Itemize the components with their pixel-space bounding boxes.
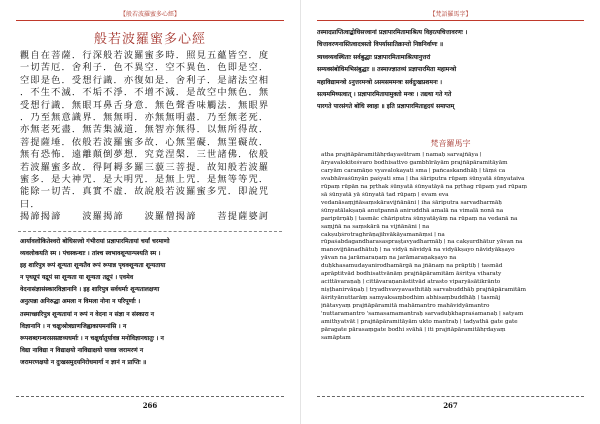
romanized-text-line: niṣṭhanirvāṇaḥ ∣ tryadhvavyavasthitāḥ sarvabuddhāḥ prajñāpāramitām	[321, 287, 527, 294]
left-footer-rule	[16, 396, 284, 397]
romanized-text-line: 'nuttaramantro 'samasamamantraḥ sarvaduḥkhapraśamanaḥ ∣ satyam	[321, 311, 524, 318]
romanized-text-line: sā śūnyatā yā śūnyatā tad rūpaṃ ∣ evam eva	[321, 191, 449, 198]
right-header-rule	[317, 20, 584, 21]
chinese-text-line: 觀自在菩薩．行深般若波羅蜜多時．照見五蘊皆空．度	[20, 50, 270, 61]
chinese-text-line: 受想行識．無眼耳鼻舌身意．無色聲香味觸法．無眼界	[20, 99, 270, 111]
right-running-head: 【梵語羅馬字】	[429, 11, 472, 18]
romanized-text-line: saṃjñā na saṃskārā na vijñānāni ∣ na	[321, 223, 430, 230]
sanskrit-text-line: त्र्यध्वव्यवस्थिताः सर्वबुद्धाः प्रज्ञापारमितामाश्रित्यानुत्तरां	[317, 53, 431, 61]
chinese-text-line: ．不生不滅．不垢不淨．不增不減．是故空中無色．無	[20, 87, 270, 99]
sanskrit-text-line: रूपशब्दगन्धरसस्प्रष्टव्यधर्माः । न चक्षुर्धातुर्यावन्न मनोविज्ञानधातुः । न	[20, 334, 164, 342]
sanskrit-text-block-left	[20, 236, 286, 369]
romanized-text-line: jñātavyaṃ prajñāpāramitā mahāmantro mahāvidyāmantro	[321, 303, 490, 310]
romanized-text-line: manovijñānadhātuḥ ∣ na vidyā nāvidyā na vidyākṣayo nāvidyākṣayo	[321, 247, 515, 254]
romanized-text-block	[321, 152, 587, 343]
chinese-text-line: ．乃至無意識界．無無明．亦無無明盡．乃至無老死．	[20, 112, 270, 124]
roman-section-title: 梵音羅馬字	[430, 139, 471, 148]
romanized-text-line: pāragate pārasaṃgate bodhi svāhā ∣ iti prajñāpāramitāhṛdayaṃ	[321, 326, 506, 333]
right-page-number: 267	[443, 401, 458, 410]
left-section-divider	[18, 231, 282, 232]
romanized-text-line: cakṣuḥśrotraghrāṇajihvākāyamanāṃsi ∣ na	[321, 231, 445, 238]
romanized-text-line: samāptam	[321, 334, 351, 341]
chinese-text-line: 能除一切苦．真實不虛．故說般若波羅蜜多咒．即說咒	[20, 186, 270, 198]
sanskrit-text-line: तस्माच्छारिपुत्र शून्यतायां न रूपं न वेदना न संज्ञा न संस्कारा न	[20, 310, 155, 318]
sanskrit-text-line: इह शारिपुत्र रूपं शून्यता शून्यतैव रूपं रूपान्न पृथक्शून्यता शून्यताया	[20, 262, 166, 270]
sanskrit-text-line: विद्या नाविद्या न विद्याक्षयो नाविद्याक्षयो यावन्न जरामरणं न	[20, 346, 144, 354]
sanskrit-text-block-right	[317, 27, 587, 114]
sanskrit-text-line: सम्यक्संबोधिमभिसंबुद्धाः ॥ तस्माज्ज्ञातव्यं प्रज्ञापारमिता महामन्त्रो	[317, 66, 457, 74]
right-page	[300, 0, 600, 424]
romanized-text-line: rūpaśabdagandharasaspraṣṭavyadharmāḥ ∣ na cakṣurdhātur yāvan na	[321, 239, 523, 246]
chinese-text-line: 揭諦揭諦 波羅揭諦 波羅僧揭諦 菩提薩婆訶	[20, 211, 270, 223]
sanskrit-text-line: महाविद्यामन्त्रो ऽनुत्तरमन्त्रो ऽसमसममन्त्रः सर्वदुःखप्रशमनः ।	[317, 78, 443, 86]
romanized-text-line: vedanāsaṃjñāsaṃskāravijñānāni ∣ iha śāriputra sarvadharmāḥ	[321, 199, 502, 206]
left-running-head: 【般若波羅蜜多心經】	[119, 11, 180, 18]
left-page-number: 266	[142, 401, 158, 410]
romanized-text-line: atha prajñāpāramitāhṛdayasūtram ∣ namaḥ sarvajñāya ∣	[321, 152, 482, 158]
sanskrit-text-line: जरामरणक्षयो न दुःखसमुदयनिरोधमार्गा न ज्ञानं न प्राप्तिः ॥	[20, 358, 147, 366]
chinese-text-block	[20, 50, 285, 224]
chinese-text-line: 菩提薩埵．依般若波羅蜜多故．心無罣礙．無罣礙故．	[20, 136, 270, 148]
right-footer-rule	[317, 396, 584, 397]
sanskrit-text-line: व्यवलोकयति स्म । पंचस्कन्धाः । तांश्च स्वभावशून्यान्पश्यति स्म ।	[20, 250, 161, 258]
chinese-text-line: 亦無老死盡．無苦集滅道．無智亦無得．以無所得故．	[20, 124, 270, 136]
sutra-title: 般若波羅蜜多心經	[93, 32, 206, 47]
romanized-text-line: āśrityānuttarāṃ samyaksaṃbodhim abhisaṃbuddhāḥ ∣ tasmāj	[321, 295, 501, 302]
romanized-text-line: svabhāvaśūnyān paśyati sma ∣ iha śāriputra rūpaṃ śūnyatā śūnyataiva	[321, 175, 525, 182]
sanskrit-text-line: अनुत्पन्ना अनिरुद्धा अमला न विमला नोना न परिपूर्णाः ।	[20, 298, 141, 306]
romanized-text-line: yāvan na jarāmaraṇaṃ na jarāmaraṇakṣayo na	[321, 255, 457, 262]
romanized-text-line: paripūrṇāḥ ∣ tasmāc chāriputra śūnyatāyāṃ na rūpaṃ na vedanā na	[321, 215, 518, 222]
sanskrit-text-line: तस्मादप्राप्तित्वाद्बोधिसत्त्वानां प्रज्ञापारमितामाश्रित्य विहरत्यचित्तावरणः ।	[317, 29, 468, 36]
romanized-text-line: śūnyatālakṣaṇā anutpannā aniruddhā amalā na vimalā nonā na	[321, 207, 504, 214]
sanskrit-text-line: विज्ञानानि । न चक्षुःश्रोत्रघ्राणजिह्वाकायमनांसि । न	[20, 322, 127, 330]
left-header-rule	[16, 20, 284, 21]
romanized-text-line: acittāvaraṇaḥ ∣ cittāvaraṇanāstitvād atrasto viparyāsātikrānto	[321, 279, 501, 286]
chinese-text-line: 若波羅蜜多故．得阿耨多羅三藐三菩提．故知般若波羅	[20, 161, 270, 173]
sanskrit-text-line: चित्तावरणनास्तित्वादत्रस्तो विपर्यासातिक्रान्तो निष्ठनिर्वाणः ॥	[317, 41, 444, 49]
chinese-text-line: 空即是色．受想行識．亦復如是．舍利子．是諸法空相	[20, 74, 270, 86]
romanized-text-line: duḥkhasamudayanirodhamārgā na jñānaṃ na prāptiḥ ∣ tasmād	[321, 263, 503, 270]
chinese-text-line: 蜜多．是大神咒．是大明咒．是無上咒．是無等等咒．	[20, 174, 270, 186]
sanskrit-text-line: पारगते पारसंगते बोधि स्वाहा ॥ इति प्रज्ञापारमिताहृदयं समाप्तम्	[317, 103, 455, 111]
sanskrit-text-line: वेदनासंज्ञासंस्कारविज्ञानानि । इह शारिपुत्र सर्वधर्माः शून्यतालक्षणा	[20, 286, 160, 294]
chinese-text-line: 無有恐怖．遠離顛倒夢想．究竟涅槃．三世諸佛．依般	[20, 149, 270, 161]
sanskrit-text-line: आर्यावलोकितेश्वरो बोधिसत्त्वो गंभीरायां प्रज्ञापारमितायां चर्यां चरमाणो	[20, 238, 170, 245]
sanskrit-text-line: न पृथग्रूपं यद्रूपं सा शून्यता या शून्यता तद्रूपं । एवमेव	[20, 274, 134, 282]
romanized-text-line: amithyatvāt ∣ prajñāpāramitāyām ukto mantraḥ ∣ tadyathā gate gate	[321, 319, 518, 326]
sanskrit-text-line: सत्यममिथ्यत्वात् । प्रज्ञापारमितायामुक्तो मन्त्रः । तद्यथा गते गते	[317, 91, 452, 99]
romanized-text-line: aprāptitvād bodhisattvānāṃ prajñāpāramitām āśritya viharaty	[321, 271, 502, 278]
chinese-text-line: 曰．	[20, 198, 41, 210]
chinese-text-line: 一切苦厄．舍利子．色不異空．空不異色．色即是空．	[20, 62, 270, 74]
romanized-text-line: āryavalokiteśvaro bodhisattvo gambhīrāyām prajñāpāramitāyām	[321, 159, 508, 166]
romanized-text-line: rūpaṃ rūpān na pṛthak śūnyatā śūnyatāyā na pṛthag rūpaṃ yad rūpaṃ	[321, 183, 528, 190]
romanized-text-line: caryām caramāṇo vyavalokayati sma ∣ pañcaskandhāḥ ∣ tāṃś ca	[321, 167, 506, 174]
